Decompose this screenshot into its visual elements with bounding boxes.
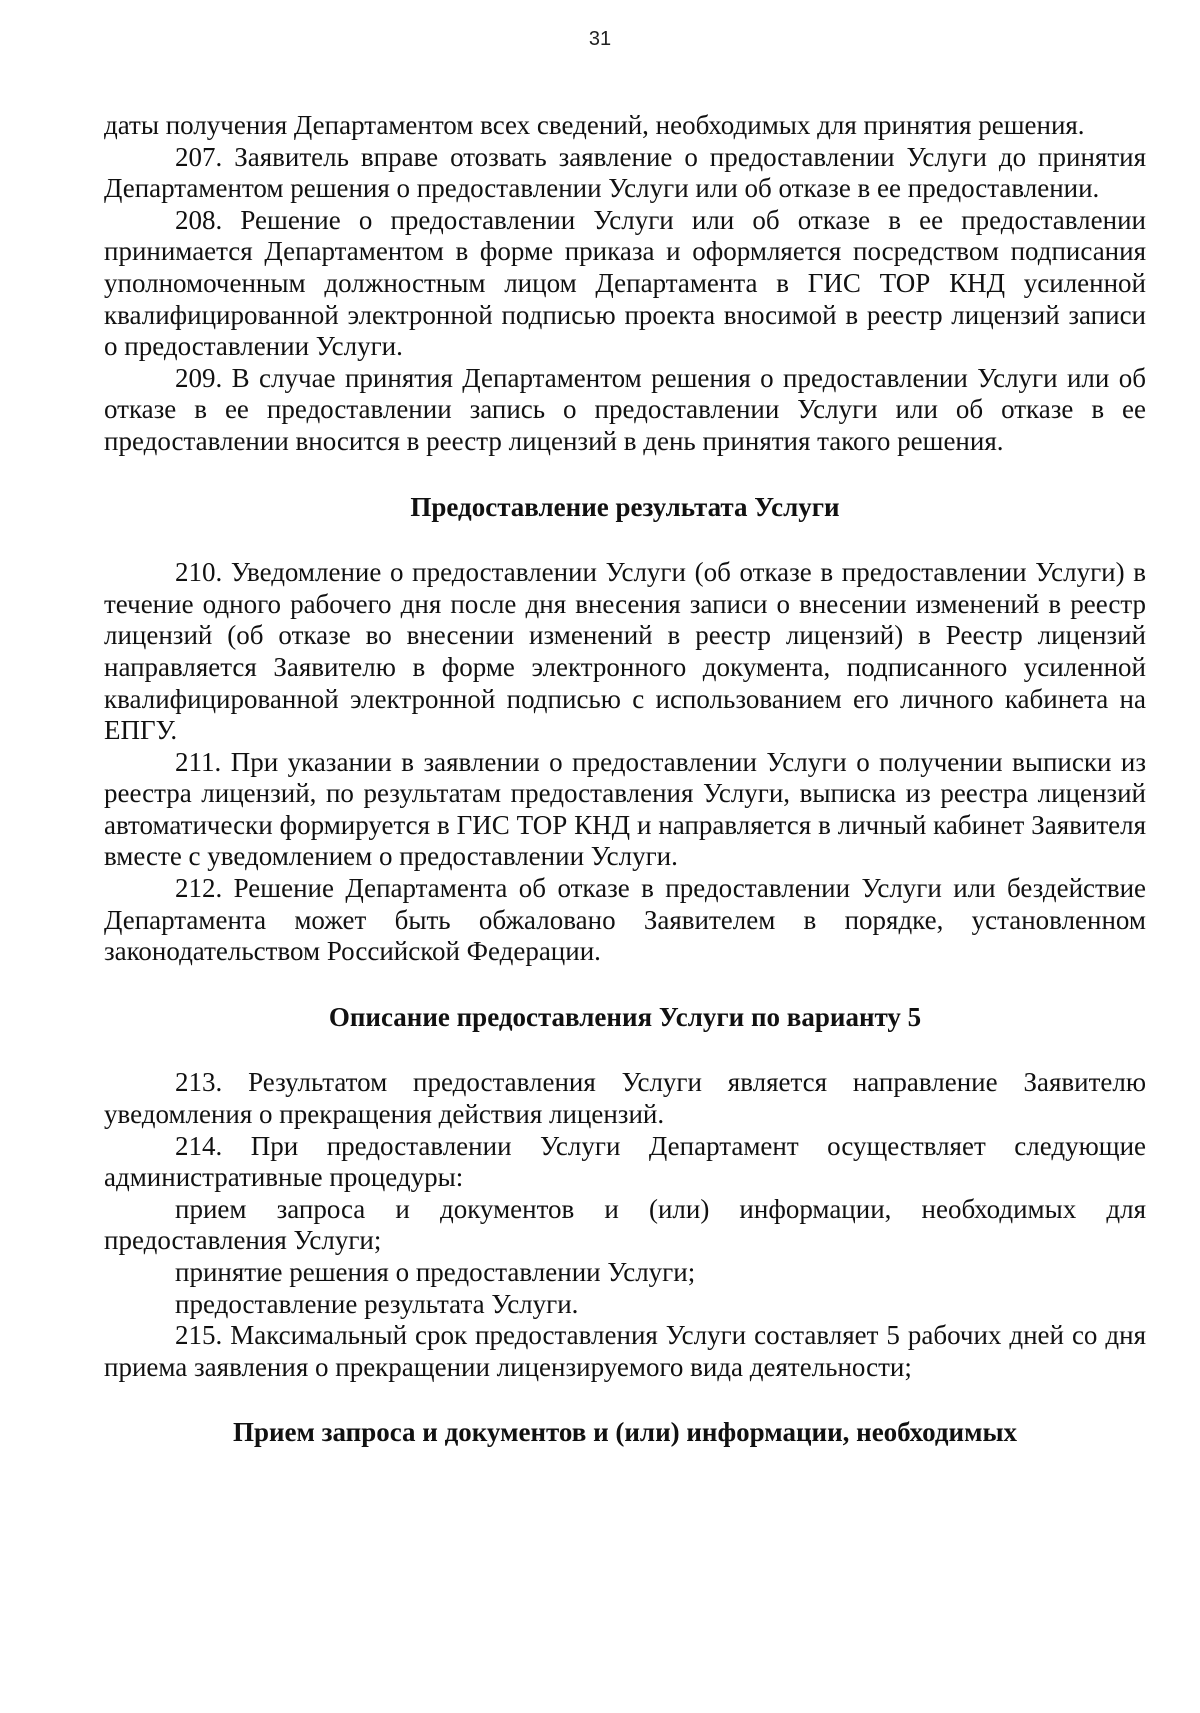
page-number: 31 <box>588 28 612 50</box>
document-body <box>104 110 1146 1449</box>
section-heading-variant-5: Описание предоставления Услуги по варианту 5 <box>328 1001 922 1032</box>
paragraph-211: 211. При указании в заявлении о предоставлении Услуги о получении выписки из реестра лицензий, по результатам предоставления Услуги, выписка из реестра лицензий автоматически формируется в ГИС ТОР КНД и направляется в личный кабинет Заявителя вместе с уведомлением о предоставлении Услуги. <box>104 746 1146 872</box>
paragraph-214: 214. При предоставлении Услуги Департамент осуществляет следующие административные процедуры: <box>104 1130 1146 1193</box>
paragraph-212: 212. Решение Департамента об отказе в предоставлении Услуги или бездействие Департамента может быть обжаловано Заявителем в порядке, установленном законодательством Российской Федерации. <box>104 873 1146 967</box>
paragraph-continuation: даты получения Департаментом всех сведений, необходимых для принятия решения. <box>104 110 1085 140</box>
section-heading-result: Предоставление результата Услуги <box>410 491 840 522</box>
paragraph-207: 207. Заявитель вправе отозвать заявление о предоставлении Услуги до принятия Департаментом решения о предоставлении Услуги или об отказе в ее предоставлении. <box>104 141 1146 204</box>
list-item-procedure-2: принятие решения о предоставлении Услуги; <box>175 1257 696 1287</box>
paragraph-213: 213. Результатом предоставления Услуги является направление Заявителю уведомления о прекращения действия лицензий. <box>104 1067 1146 1130</box>
list-item-procedure-3: предоставление результата Услуги. <box>175 1288 579 1319</box>
list-item-procedure-1: прием запроса и документов и (или) информации, необходимых для предоставления Услуги; <box>104 1193 1146 1256</box>
section-heading-request: Прием запроса и документов и (или) информации, необходимых <box>232 1417 1018 1448</box>
paragraph-208: 208. Решение о предоставлении Услуги или об отказе в ее предоставлении принимается Департаментом в форме приказа и оформляется посредством подписания уполномоченным должностным лицом Департамента в ГИС ТОР КНД усиленной квалифицированной электронной подписью проекта вносимой в реестр лицензий записи о предоставлении Услуги. <box>104 204 1146 362</box>
paragraph-210: 210. Уведомление о предоставлении Услуги (об отказе в предоставлении Услуги) в течение одного рабочего дня после дня внесения записи о внесении изменений в реестр лицензий (об отказе во внесении изменений в реестр лицензий) в Реестр лицензий направляется Заявителю в форме электронного документа, подписанного усиленной квалифицированной электронной подписью с использованием его личного кабинета на ЕПГУ. <box>104 557 1146 746</box>
paragraph-209: 209. В случае принятия Департаментом решения о предоставлении Услуги или об отказе в ее предоставлении запись о предоставлении Услуги или об отказе в ее предоставлении вносится в реестр лицензий в день принятия такого решения. <box>104 362 1146 456</box>
paragraph-215: 215. Максимальный срок предоставления Услуги составляет 5 рабочих дней со дня приема заявления о прекращении лицензируемого вида деятельности; <box>104 1320 1146 1382</box>
